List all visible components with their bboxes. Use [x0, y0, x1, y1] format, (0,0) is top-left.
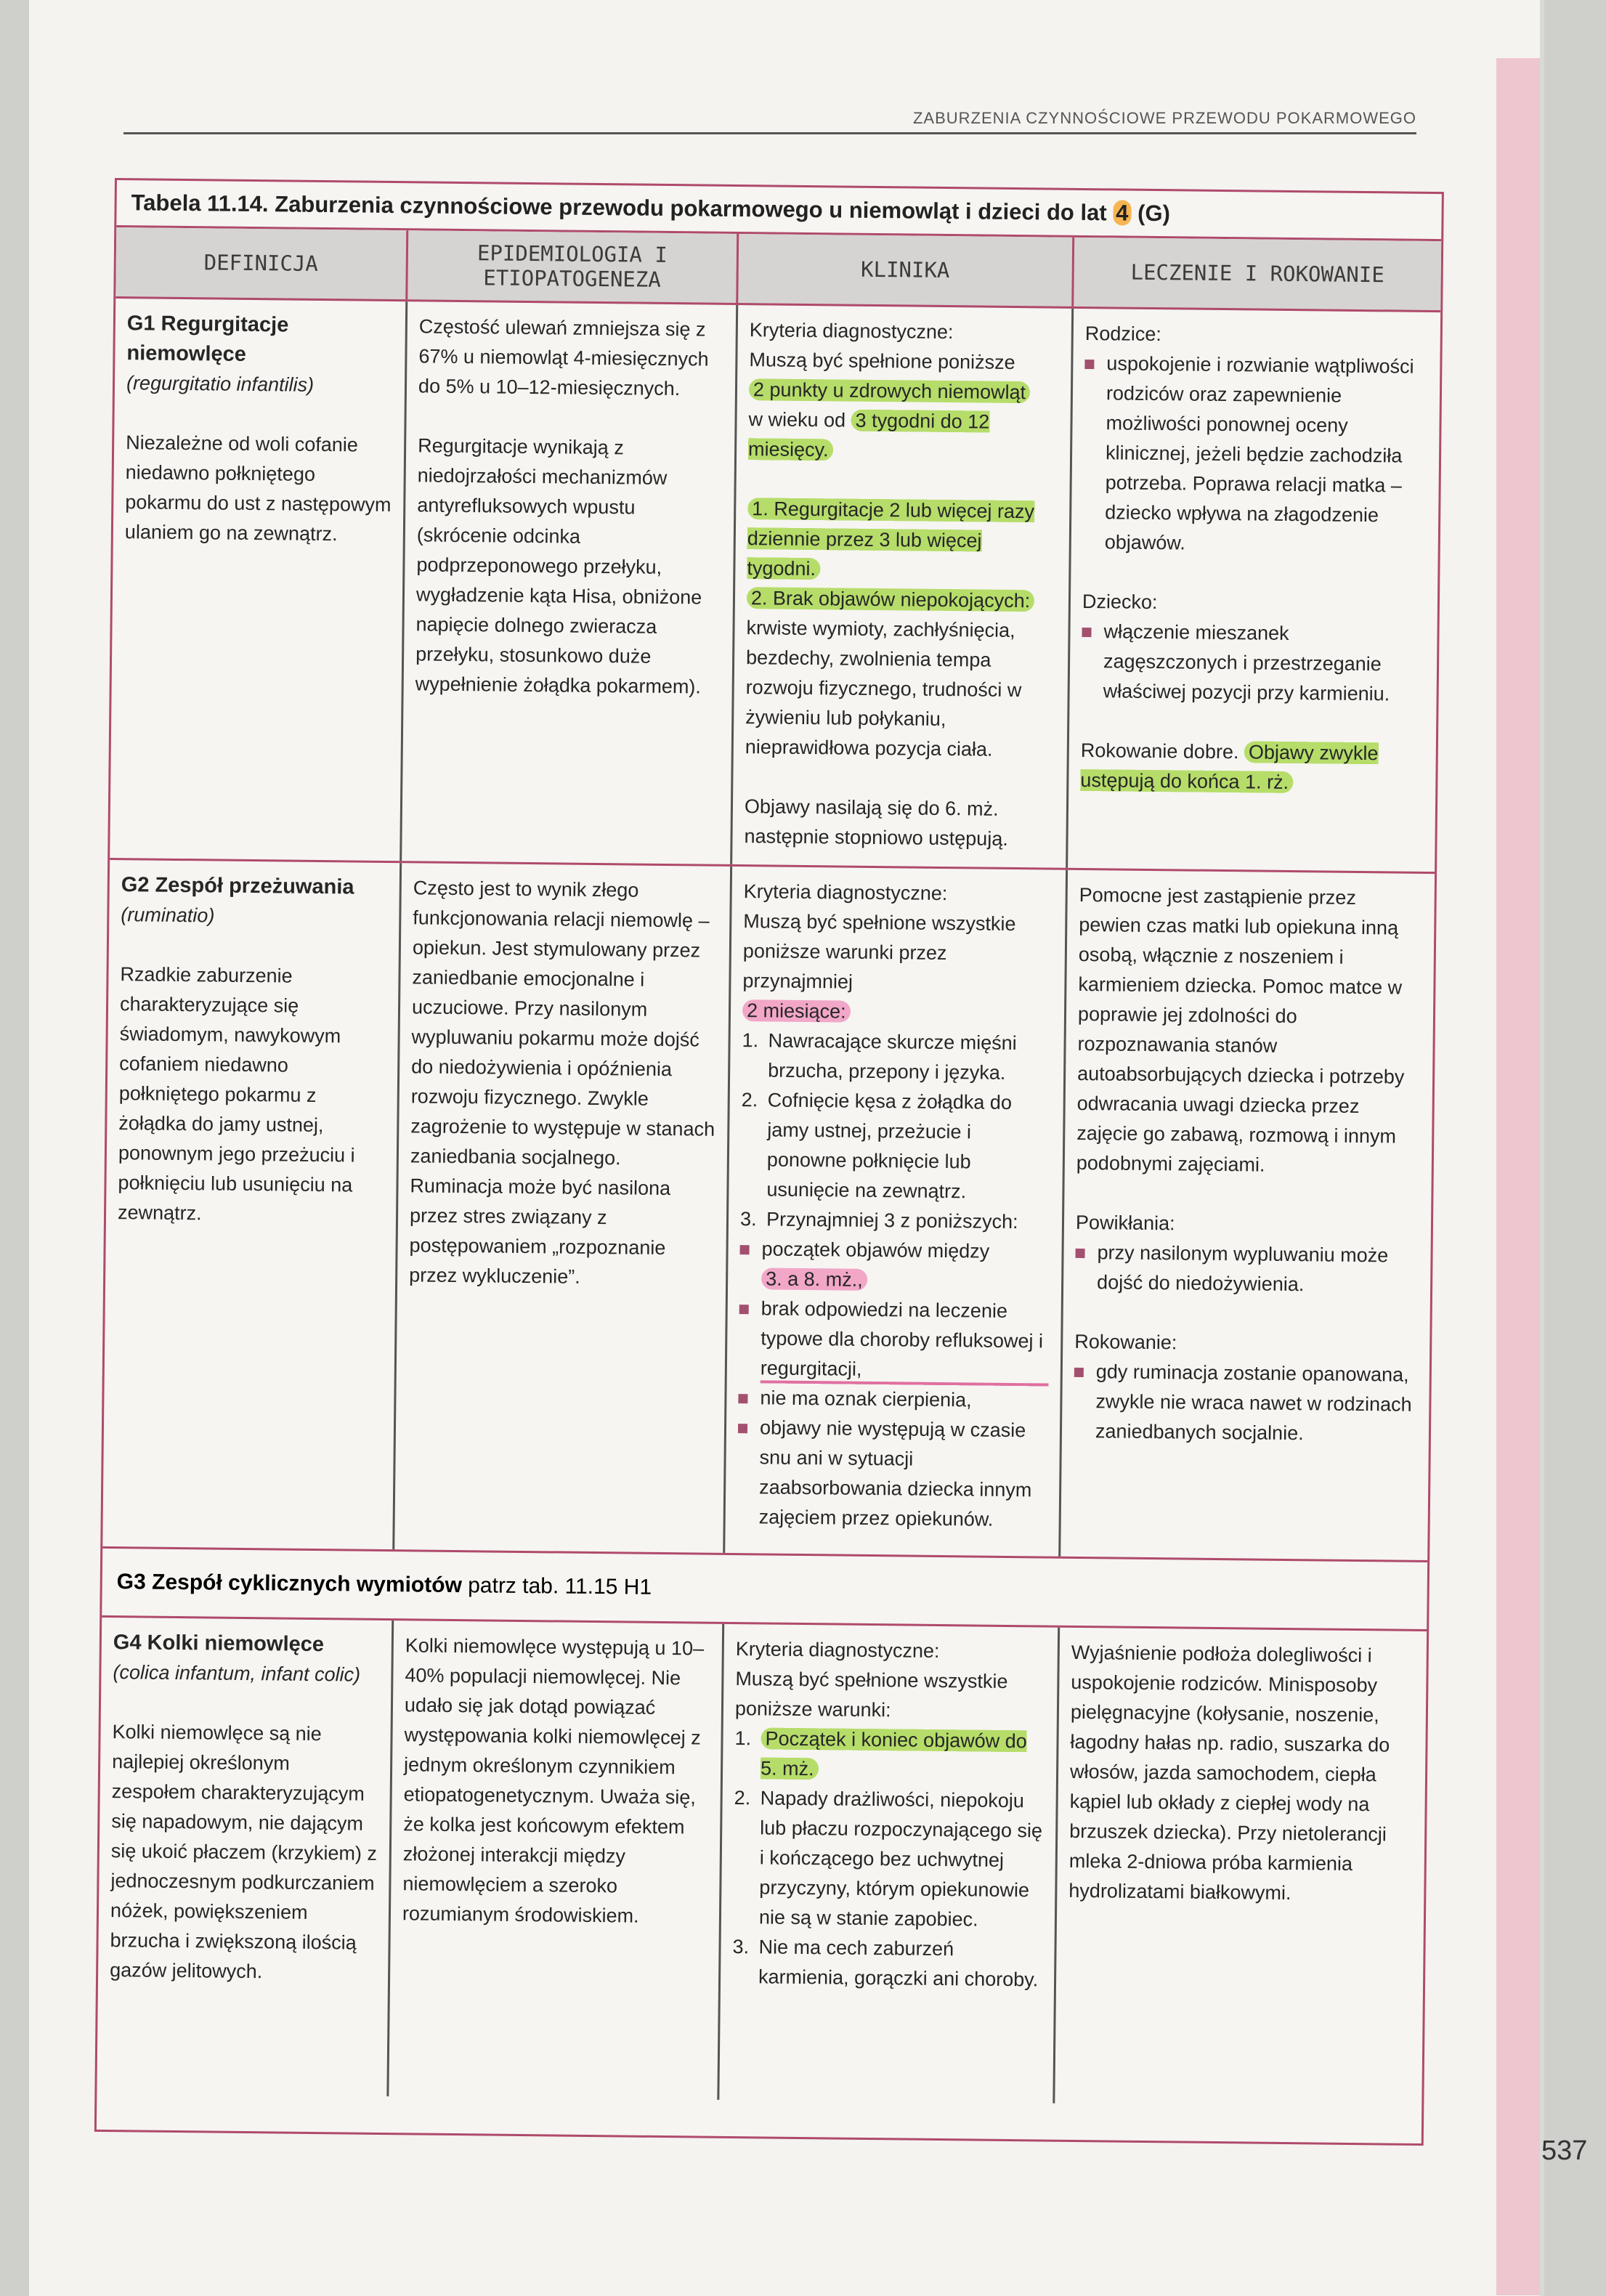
g4-kl-intro: Kryteria diagnostyczne:: [735, 1638, 940, 1663]
g2-kl-1: Nawracające skurcze mięśni brzucha, przepony i języka.: [768, 1029, 1017, 1084]
g2-epi: Często jest to wynik złego funkcjonowania relacji niemowlę – opiekun. Jest stymulowany przez zaniedbanie emocjonalne i uczuciowe. Przy nasilonym wypluwaniu pokarmu może dojść do niedożywienia i opóźnienia rozwoju fizycznego. Zwykle zagrożenie to występuje w stanach zaniedbania socjalnego. Ruminacja może być nasilona przez stres związany z postępowaniem „rozpoznanie przez wykluczenie”.: [409, 877, 715, 1288]
g2-lecz-d: Rokowanie:: [1074, 1330, 1177, 1354]
g1-leczenie-cell: [1068, 309, 1440, 872]
bullet-square-icon: [1074, 1368, 1084, 1377]
bullet-square-icon: [1084, 360, 1094, 369]
header-klinika: KLINIKA: [738, 234, 1074, 307]
page-number: 537: [1541, 2135, 1588, 2166]
g1-klinika-cell: [732, 305, 1074, 868]
g4-kl-1: Początek i koniec objawów do 5. mż.: [760, 1727, 1027, 1780]
g1-kl-intro: Kryteria diagnostyczne:: [749, 319, 954, 344]
g2-kl-2: Cofnięcie kęsa z żołądka do jamy ustnej, przeżucie i ponowne połknięcie lub usunięcie na zewnątrz.: [766, 1089, 1013, 1203]
g4-kl-3: Nie ma cech zaburzeń karmienia, gorączki ani choroby.: [758, 1936, 1039, 1991]
table-row-g1: [110, 299, 1440, 874]
g2-definition-cell: [102, 860, 402, 1549]
g2-lecz-c: przy nasilonym wypluwaniu może dojść do niedożywienia.: [1096, 1241, 1389, 1296]
book-page: [29, 0, 1588, 2296]
g2-kl-3: Przynajmniej 3 z poniższych:: [766, 1208, 1018, 1233]
g1-kl-b: 2 punkty u zdrowych niemowląt: [749, 378, 1030, 403]
bullet-square-icon: [740, 1245, 750, 1254]
g1-epi-2: Regurgitacje wynikają z niedojrzałości mechanizmów antyrefluksowych wpustu (skrócenie odcinka podprzeponowego przełyku, wygładzenie kąta Hisa, obniżone napięcie dolnego zwieracza przełyku, stosunkowo duże wypełnienie żołądka pokarmem).: [415, 434, 702, 698]
bullet-square-icon: [738, 1424, 747, 1433]
header-epidemiologia: EPIDEMIOLOGIA I ETIOPATOGENEZA: [407, 230, 739, 303]
g3-ref: patrz tab. 11.15 H1: [461, 1573, 652, 1599]
g4-definition: Kolki niemowlęce są nie najlepiej określonym zespołem charakteryzującym się napadowym, nie dającym się ukoić płaczem (krzykiem) z jednoczesnym podkurczaniem nóżek, powiększeniem brzucha i zwiększoną ilością gazów jelitowych.: [110, 1721, 378, 1983]
g4-kl-a: Muszą być spełnione wszystkie poniższe warunki:: [734, 1668, 1008, 1721]
g4-latin: (colica infantum, infant colic): [113, 1661, 361, 1686]
g4-kl-2: Napady drażliwości, niepokoju lub płaczu rozpoczynającego się i kończącego bez uchwytnej przyczyny, którym opiekunowie nie są w stanie zapobiec.: [758, 1787, 1043, 1931]
g1-lecz-e-hl: Objawy zwykle ustępują do końca 1. rż.: [1080, 741, 1379, 793]
g1-kl-c-hl: 3 tygodni do 12 miesięcy.: [747, 409, 990, 461]
g2-latin: (ruminatio): [121, 904, 215, 927]
header-row: [115, 227, 1441, 312]
table-row-g2: [102, 860, 1435, 1562]
g1-lecz-d: włączenie mieszanek zagęszczonych i przestrzeganie właściwej pozycji przy karmieniu.: [1103, 620, 1390, 705]
title-suffix: (G): [1131, 200, 1171, 227]
header-definicja: DEFINICJA: [115, 227, 408, 299]
title-number: 4: [1113, 200, 1132, 225]
bullet-square-icon: [739, 1305, 749, 1314]
g1-lecz-e: Rokowanie dobre.: [1080, 739, 1245, 763]
g4-leczenie-cell: [1055, 1628, 1427, 2107]
g1-lecz-c: Dziecko:: [1082, 590, 1158, 614]
g1-definition-cell: [110, 299, 407, 861]
bullet-square-icon: [1075, 1249, 1084, 1258]
g2-b2: brak odpowiedzi na leczenie typowe dla choroby refluksowej i regurgitacji,: [761, 1294, 1050, 1386]
g2-definition: Rzadkie zaburzenie charakteryzujące się świadomym, nawykowym cofaniem niedawno połkniętego pokarmu z żołądka do jamy ustnej, ponownym jego przeżuciu i połknięciu lub usunięciu na zewnątrz.: [117, 963, 355, 1225]
header-leczenie: LECZENIE I ROKOWANIE: [1130, 259, 1384, 288]
title-prefix: Tabela 11.14. Zaburzenia czynnościowe przewodu pokarmowego u niemowląt i dzieci do lat: [131, 190, 1114, 226]
g1-kl-c: w wieku od: [748, 408, 851, 431]
table-11-14: [94, 178, 1444, 2146]
page-edge-strip: [1496, 58, 1540, 2295]
g1-kl-2-rest: krwiste wymioty, zachłyśnięcia, bezdechy, zwolnienia tempa rozwoju fizycznego, trudności w żywieniu lub połykaniu, nieprawidłowa pozycja ciała.: [745, 617, 1022, 760]
g1-lecz-a: Rodzice:: [1084, 323, 1162, 346]
g2-kl-a-hl: 2 miesiące:: [742, 999, 851, 1023]
g4-lecz: Wyjaśnienie podłoża dolegliwości i uspokojenie rodziców. Minisposoby pielęgnacyjne (kołysanie, noszenie, łagodny hałas np. radio, suszarka do włosów, jazda samochodem, ciepła kąpiel lub okłady z ciepłej wody na brzuszek dziecka). Przy nietolerancji mleka 2-dniowa próba karmienia hydrolizatami białkowymi.: [1068, 1641, 1390, 1904]
g2-kl-a: Muszą być spełnione wszystkie poniższe warunki przez przynajmniej: [742, 910, 1016, 993]
g1-epi-cell: [402, 301, 738, 864]
g2-b4: objawy nie występują w czasie snu ani w sytuacji zaabsorbowania dziecka innym zajęciem przez opiekunów.: [758, 1416, 1032, 1530]
g2-kl-intro: Kryteria diagnostyczne:: [743, 880, 948, 905]
g2-b1-hl: 3. a 8. mż.,: [761, 1267, 867, 1291]
table-row-g4: [97, 1618, 1427, 2107]
g1-kl-1: 1. Regurgitacje 2 lub więcej razy dziennie przez 3 lub więcej tygodni.: [747, 498, 1035, 580]
g1-kl-a: Muszą być spełnione poniższe: [749, 349, 1015, 373]
g1-epi-1: Częstość ulewań zmniejsza się z 67% u niemowląt 4-miesięcznych do 5% u 10–12-miesięcznych.: [418, 315, 709, 400]
g1-name: G1 Regurgitacje niemowlęce: [126, 312, 289, 366]
g2-klinika-cell: Kryteria diagnostyczne: Muszą być spełnione wszystkie poniższe warunki przez przynajmniej 2 miesiące: 1. Nawracające skurcze mięśni brzucha, przepony i języka. 2. Cofnięcie kęsa z żołądka do jamy ustnej, przeżucie i ponowne połknięcie lub usunięcie na zewnątrz. 3. Przynajmniej 3 z poniższych: początek objawów między 3. a 8. mż., brak odpowiedzi na leczenie typowe dla choroby refluksowej i regurgitacji, nie ma oznak cierpienia, objawy nie występują w czasie snu ani w sytuacji zaabsorbowania dziecka innym zajęciem przez opiekunów.: [725, 867, 1068, 1557]
g1-kl-3: Objawy nasilają się do 6. mż. następnie stopniowo ustępują.: [744, 795, 1008, 850]
g4-definition-cell: [97, 1618, 394, 2096]
g1-kl-2-hl: 2. Brak objawów niepokojących:: [747, 587, 1035, 612]
g4-epi-cell: [389, 1620, 724, 2100]
g2-lecz-a: Pomocne jest zastąpienie przez pewien czas matki lub opiekuna inną osobą, włącznie z noszeniem i karmieniem dziecka. Pomoc matce w poprawie jej zdolności do rozpoznawania stanów autoabsorbujących dziecka i potrzeby odwracania uwagi dziecka przez zajęcie go zabawą, rozmową i innym podobnymi zajęciami.: [1076, 883, 1405, 1176]
g2-lecz-e: gdy ruminacja zostanie opanowana, zwykle nie wraca nawet w rodzinach zaniedbanych socjalnie.: [1095, 1360, 1412, 1445]
running-head: ZABURZENIA CZYNNOŚCIOWE PRZEWODU POKARMOWEGO: [123, 109, 1416, 134]
g2-b1: początek objawów między: [761, 1238, 990, 1262]
g4-klinika-cell: Kryteria diagnostyczne: Muszą być spełnione wszystkie poniższe warunki: 1. Początek i koniec objawów do 5. mż. 2. Napady drażliwości, niepokoju lub płaczu rozpoczynającego się i kończącego bez uchwytnej przyczyny, którym opiekunowie nie są w stanie zapobiec. 3. Nie ma cech zaburzeń karmienia, gorączki ani choroby.: [719, 1624, 1060, 2104]
g1-lecz-b: uspokojenie i rozwianie wątpliwości rodziców oraz zapewnienie możliwości ponownej oceny klinicznej, jeżeli będzie zachodziła potrzeba. Poprawa relacji matka – dziecko wpływa na złagodzenie objawów.: [1104, 352, 1414, 554]
g4-name: G4 Kolki niemowlęce: [113, 1631, 325, 1657]
bullet-square-icon: [738, 1394, 747, 1403]
g1-definition: Niezależne od woli cofanie niedawno połkniętego pokarmu do ust z następowym ulaniem go na zewnątrz.: [124, 431, 392, 545]
g1-latin: (regurgitatio infantilis): [126, 372, 315, 396]
g4-epi: Kolki niemowlęce występują u 10–40% populacji niemowlęcej. Nie udało się jak dotąd powiązać występowania kolki niemowlęcej z jednym określonym czynnikiem etiopatogenetycznym. Uważa się, że kolka jest końcowym efektem złożonej interakcji między niemowlęciem a szeroko rozumianym środowiskiem.: [402, 1634, 705, 1927]
g2-epi-cell: [394, 863, 732, 1553]
g2-lecz-b: Powikłania:: [1075, 1211, 1175, 1235]
g2-leczenie-cell: [1060, 870, 1435, 1560]
g3-name: G3 Zespół cyklicznych wymiotów: [116, 1570, 463, 1598]
bullet-square-icon: [1082, 628, 1091, 637]
g2-name: G2 Zespół przeżuwania: [121, 873, 354, 899]
g2-b3: nie ma oznak cierpienia,: [760, 1387, 972, 1411]
